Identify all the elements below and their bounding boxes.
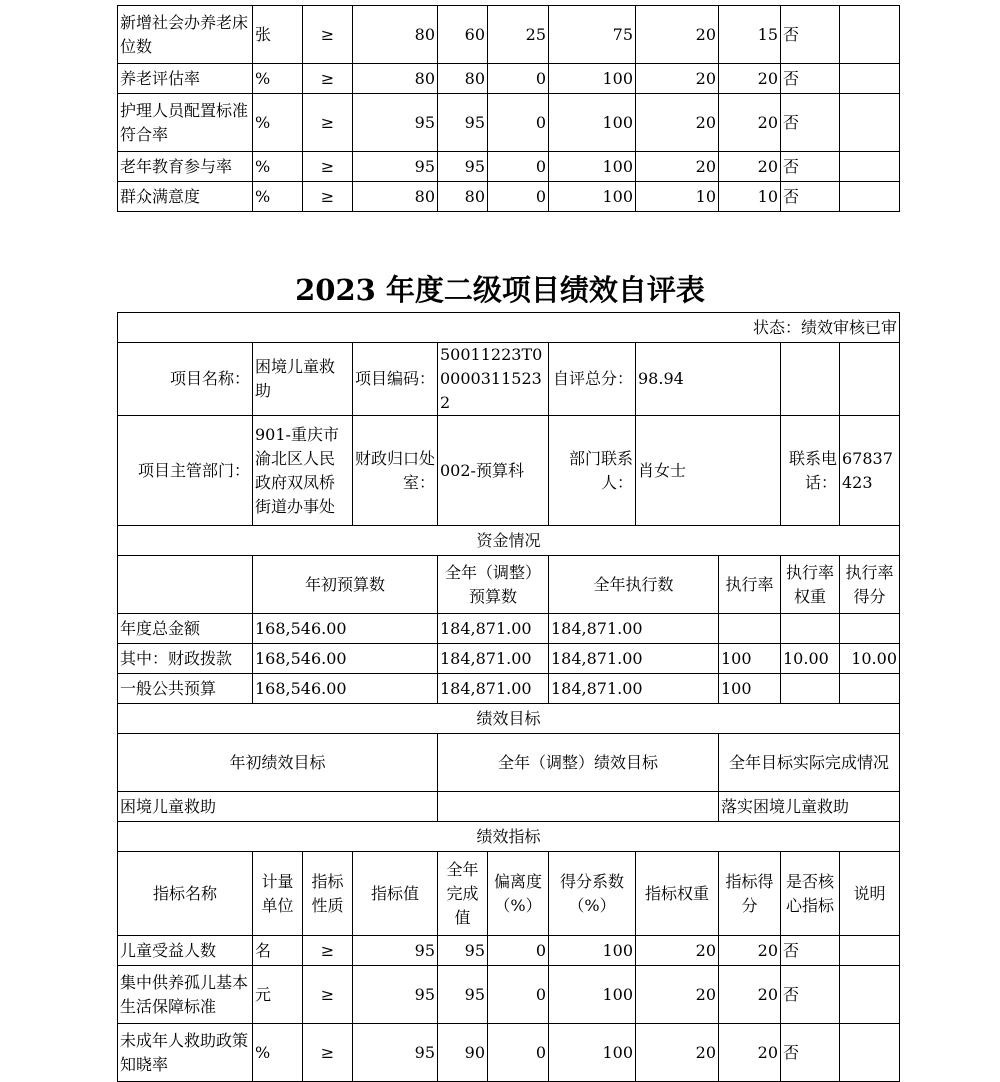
goals-section-title: 绩效目标: [118, 704, 900, 734]
funds-label: 其中：财政拨款: [118, 644, 253, 674]
indicator-nature: ≥: [303, 936, 353, 966]
phone-value: 67837423: [840, 416, 900, 526]
indicator-target: 95: [353, 94, 438, 152]
indicator-nature: ≥: [303, 6, 353, 64]
funds-adjusted: 184,871.00: [438, 614, 549, 644]
indicator-weight: 20: [636, 1024, 719, 1082]
funds-label: 一般公共预算: [118, 674, 253, 704]
indicator-deviation: 0: [488, 1024, 549, 1082]
info-row: [118, 416, 900, 526]
funds-executed: 184,871.00: [549, 674, 719, 704]
indicator-actual: 80: [438, 182, 488, 212]
indicator-coef: 100: [549, 94, 636, 152]
indicator-header: 全年完成值: [438, 852, 488, 936]
indicator-deviation: 25: [488, 6, 549, 64]
indicator-actual: 90: [438, 1024, 488, 1082]
indicator-header: 得分系数（%）: [549, 852, 636, 936]
funds-initial: 168,546.00: [253, 644, 438, 674]
indicator-note: [840, 6, 900, 64]
table-row: [118, 94, 900, 152]
funds-header: 执行率得分: [840, 556, 900, 614]
indicator-name: 护理人员配置标准符合率: [118, 94, 253, 152]
indicator-header: 指标权重: [636, 852, 719, 936]
indicator-score: 15: [719, 6, 781, 64]
table-row: [118, 6, 900, 64]
indicator-target: 95: [353, 966, 438, 1024]
indicator-score: 20: [719, 936, 781, 966]
indicator-header: 计量单位: [253, 852, 303, 936]
indicator-coef: 100: [549, 182, 636, 212]
indicator-score: 20: [719, 966, 781, 1024]
goal-initial: 困境儿童救助: [118, 792, 438, 822]
indicator-deviation: 0: [488, 94, 549, 152]
funds-initial: 168,546.00: [253, 674, 438, 704]
section-row: [118, 704, 900, 734]
indicator-name: 新增社会办养老床位数: [118, 6, 253, 64]
project-name-label: 项目名称：: [118, 343, 253, 416]
status-text: 状态：绩效审核已审: [118, 313, 900, 343]
indicator-score: 20: [719, 64, 781, 94]
indicator-deviation: 0: [488, 64, 549, 94]
indicator-coef: 100: [549, 936, 636, 966]
indicator-unit: 元: [253, 966, 303, 1024]
indicator-deviation: 0: [488, 182, 549, 212]
indicator-unit: %: [253, 1024, 303, 1082]
indicator-header: 指标性质: [303, 852, 353, 936]
indicator-actual: 60: [438, 6, 488, 64]
indicator-target: 95: [353, 1024, 438, 1082]
funds-adjusted: 184,871.00: [438, 644, 549, 674]
funds-rate: [719, 614, 781, 644]
funds-header: 全年执行数: [549, 556, 719, 614]
indicator-coef: 100: [549, 64, 636, 94]
section-row: [118, 526, 900, 556]
self-score-label: 自评总分：: [549, 343, 636, 416]
indicator-header: 说明: [840, 852, 900, 936]
indicator-unit: %: [253, 182, 303, 212]
funds-header: 全年（调整）预算数: [438, 556, 549, 614]
funds-weight: [781, 674, 840, 704]
funds-weight: [781, 614, 840, 644]
project-code-label: 项目编码：: [353, 343, 438, 416]
indicator-name: 养老评估率: [118, 64, 253, 94]
indicator-core: 否: [781, 64, 840, 94]
empty-cell: [118, 556, 253, 614]
indicator-note: [840, 94, 900, 152]
indicator-note: [840, 1024, 900, 1082]
table-row: [118, 644, 900, 674]
indicator-header: 指标得分: [719, 852, 781, 936]
indicator-score: 20: [719, 152, 781, 182]
funds-header: 年初预算数: [253, 556, 438, 614]
indicator-weight: 20: [636, 94, 719, 152]
self-score-value: 98.94: [636, 343, 781, 416]
indicator-actual: 95: [438, 94, 488, 152]
indicator-coef: 75: [549, 6, 636, 64]
indicator-actual: 95: [438, 152, 488, 182]
funds-executed: 184,871.00: [549, 644, 719, 674]
indicator-note: [840, 64, 900, 94]
indicator-unit: 张: [253, 6, 303, 64]
status-row: [118, 313, 900, 343]
indicator-weight: 20: [636, 6, 719, 64]
indicator-unit: %: [253, 64, 303, 94]
indicator-core: 否: [781, 936, 840, 966]
indicator-core: 否: [781, 966, 840, 1024]
indicator-target: 95: [353, 936, 438, 966]
funds-score: [840, 614, 900, 644]
funds-header: 执行率: [719, 556, 781, 614]
empty-cell: [840, 343, 900, 416]
indicator-weight: 10: [636, 182, 719, 212]
indicator-nature: ≥: [303, 64, 353, 94]
goals-header-row: [118, 734, 900, 792]
goal-adjusted: [438, 792, 719, 822]
goals-header: 全年目标实际完成情况: [719, 734, 900, 792]
indicator-core: 否: [781, 182, 840, 212]
funds-weight: 10.00: [781, 644, 840, 674]
indicator-core: 否: [781, 1024, 840, 1082]
table-row: [118, 1024, 900, 1082]
empty-cell: [781, 343, 840, 416]
indicator-nature: ≥: [303, 94, 353, 152]
indicator-name: 儿童受益人数: [118, 936, 253, 966]
indicator-note: [840, 182, 900, 212]
indicator-core: 否: [781, 94, 840, 152]
funds-executed: 184,871.00: [549, 614, 719, 644]
top-indicator-table: [117, 5, 900, 212]
indicator-header: 指标名称: [118, 852, 253, 936]
indicator-target: 80: [353, 182, 438, 212]
indicator-coef: 100: [549, 1024, 636, 1082]
page-title: 2023 年度二级项目绩效自评表: [295, 273, 705, 307]
funds-rate: 100: [719, 674, 781, 704]
indicator-core: 否: [781, 152, 840, 182]
indicator-name: 集中供养孤儿基本生活保障标准: [118, 966, 253, 1024]
project-code-value: 50011223T000003115232: [438, 343, 549, 416]
indicator-actual: 95: [438, 966, 488, 1024]
phone-label: 联系电话：: [781, 416, 840, 526]
table-row: [118, 64, 900, 94]
table-row: [118, 674, 900, 704]
indicator-target: 95: [353, 152, 438, 182]
indicator-deviation: 0: [488, 152, 549, 182]
indicator-header: 偏离度（%）: [488, 852, 549, 936]
indicator-weight: 20: [636, 152, 719, 182]
project-name-value: 困境儿童救助: [253, 343, 353, 416]
funds-initial: 168,546.00: [253, 614, 438, 644]
funds-section-title: 资金情况: [118, 526, 900, 556]
funds-label: 年度总金额: [118, 614, 253, 644]
goal-actual: 落实困境儿童救助: [719, 792, 900, 822]
indicator-target: 80: [353, 6, 438, 64]
goals-header: 全年（调整）绩效目标: [438, 734, 719, 792]
indicator-note: [840, 152, 900, 182]
table-row: [118, 152, 900, 182]
indicator-name: 未成年人救助政策知晓率: [118, 1024, 253, 1082]
funds-rate: 100: [719, 644, 781, 674]
section-row: [118, 822, 900, 852]
table-row: [118, 614, 900, 644]
table-row: [118, 936, 900, 966]
funds-score: [840, 674, 900, 704]
contact-label: 部门联系人：: [549, 416, 636, 526]
funds-adjusted: 184,871.00: [438, 674, 549, 704]
funds-header-row: [118, 556, 900, 614]
indicator-actual: 80: [438, 64, 488, 94]
info-row: [118, 343, 900, 416]
table-row: [118, 182, 900, 212]
indicator-deviation: 0: [488, 966, 549, 1024]
indicator-weight: 20: [636, 966, 719, 1024]
indicator-name: 群众满意度: [118, 182, 253, 212]
indicator-nature: ≥: [303, 182, 353, 212]
indicator-deviation: 0: [488, 936, 549, 966]
table-row: [118, 792, 900, 822]
indicator-weight: 20: [636, 64, 719, 94]
indicator-core: 否: [781, 6, 840, 64]
indicator-nature: ≥: [303, 152, 353, 182]
funds-score: 10.00: [840, 644, 900, 674]
indicator-target: 80: [353, 64, 438, 94]
indicators-header-row: [118, 852, 900, 936]
indicator-header: 指标值: [353, 852, 438, 936]
contact-value: 肖女士: [636, 416, 781, 526]
indicator-note: [840, 966, 900, 1024]
indicator-nature: ≥: [303, 1024, 353, 1082]
indicator-actual: 95: [438, 936, 488, 966]
indicator-score: 20: [719, 1024, 781, 1082]
dept-label: 项目主管部门：: [118, 416, 253, 526]
indicator-score: 20: [719, 94, 781, 152]
goals-header: 年初绩效目标: [118, 734, 438, 792]
indicator-nature: ≥: [303, 966, 353, 1024]
indicator-note: [840, 936, 900, 966]
indicators-section-title: 绩效指标: [118, 822, 900, 852]
indicator-unit: %: [253, 94, 303, 152]
indicator-unit: %: [253, 152, 303, 182]
funds-header: 执行率权重: [781, 556, 840, 614]
indicator-score: 10: [719, 182, 781, 212]
indicator-name: 老年教育参与率: [118, 152, 253, 182]
evaluation-table: [117, 312, 900, 1082]
finance-value: 002-预算科: [438, 416, 549, 526]
table-row: [118, 966, 900, 1024]
indicator-header: 是否核心指标: [781, 852, 840, 936]
finance-label: 财政归口处室：: [353, 416, 438, 526]
indicator-unit: 名: [253, 936, 303, 966]
indicator-coef: 100: [549, 152, 636, 182]
indicator-coef: 100: [549, 966, 636, 1024]
dept-value: 901-重庆市渝北区人民政府双凤桥街道办事处: [253, 416, 353, 526]
indicator-weight: 20: [636, 936, 719, 966]
